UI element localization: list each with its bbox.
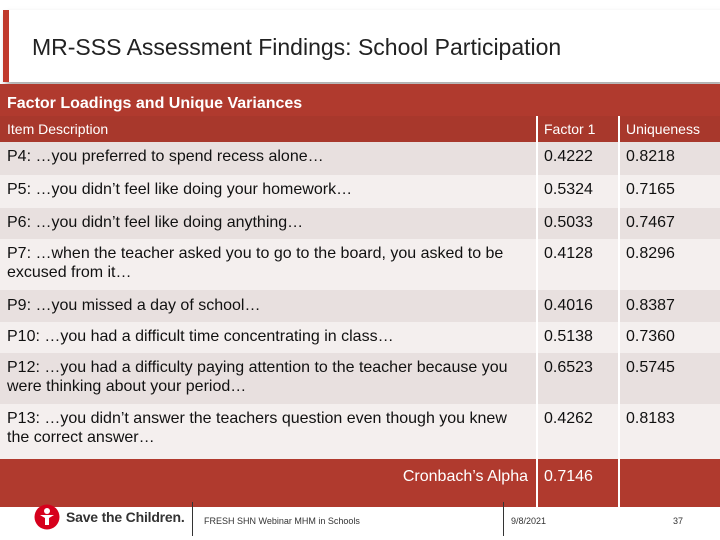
factor-value: 0.4222	[537, 142, 619, 175]
item-description: P9: …you missed a day of school…	[0, 290, 537, 322]
uniqueness-value: 0.7467	[619, 208, 720, 239]
uniqueness-value: 0.7360	[619, 322, 720, 353]
footer-divider	[503, 502, 504, 536]
column-header-factor: Factor 1	[537, 116, 619, 142]
table-row	[0, 404, 720, 459]
factor-value: 0.6523	[537, 353, 619, 404]
table-heading-row	[0, 84, 720, 116]
table-row	[0, 290, 720, 322]
table-row	[0, 353, 720, 404]
factor-value: 0.4262	[537, 404, 619, 459]
uniqueness-value: 0.8218	[619, 142, 720, 175]
factor-value: 0.4128	[537, 239, 619, 290]
footer-event: FRESH SHN Webinar MHM in Schools	[204, 516, 360, 526]
uniqueness-value: 0.8183	[619, 404, 720, 459]
cronbach-alpha-value: 0.7146	[537, 459, 619, 507]
save-the-children-logo	[34, 504, 185, 530]
item-description: P13: …you didn’t answer the teachers question even though you knew the correct answer…	[0, 404, 537, 459]
item-description: P7: …when the teacher asked you to go to the board, you asked to be excused from it…	[0, 239, 537, 290]
logo-text: Save the Children.	[66, 509, 185, 525]
uniqueness-value: 0.8387	[619, 290, 720, 322]
slide-footer	[0, 494, 720, 540]
table-row	[0, 142, 720, 175]
factor-value: 0.5324	[537, 175, 619, 208]
item-description: P10: …you had a difficult time concentrating in class…	[0, 322, 537, 353]
cronbach-alpha-label: Cronbach’s Alpha	[0, 459, 537, 507]
column-header-uniqueness: Uniqueness	[619, 116, 720, 142]
footer-date: 9/8/2021	[511, 516, 547, 526]
factor-loadings-table	[0, 84, 720, 507]
factor-value: 0.5138	[537, 322, 619, 353]
page-number: 37	[673, 516, 684, 526]
table-row	[0, 239, 720, 290]
factor-value: 0.4016	[537, 290, 619, 322]
factor-value: 0.5033	[537, 208, 619, 239]
item-description: P5: …you didn’t feel like doing your homework…	[0, 175, 537, 208]
item-description: P6: …you didn’t feel like doing anything…	[0, 208, 537, 239]
item-description: P12: …you had a difficulty paying attention to the teacher because you were thinking about your period…	[0, 353, 537, 404]
table-row	[0, 322, 720, 353]
column-header-item: Item Description	[0, 116, 537, 142]
column-header-row	[0, 116, 720, 142]
table-heading: Factor Loadings and Unique Variances	[0, 84, 720, 116]
child-figure-icon	[34, 504, 60, 530]
item-description: P4: …you preferred to spend recess alone…	[0, 142, 537, 175]
uniqueness-value: 0.5745	[619, 353, 720, 404]
uniqueness-value: 0.8296	[619, 239, 720, 290]
slide-title: MR-SSS Assessment Findings: School Participation	[32, 34, 562, 60]
uniqueness-value: 0.7165	[619, 175, 720, 208]
footer-divider	[192, 502, 193, 536]
table-row	[0, 208, 720, 239]
table-row	[0, 175, 720, 208]
